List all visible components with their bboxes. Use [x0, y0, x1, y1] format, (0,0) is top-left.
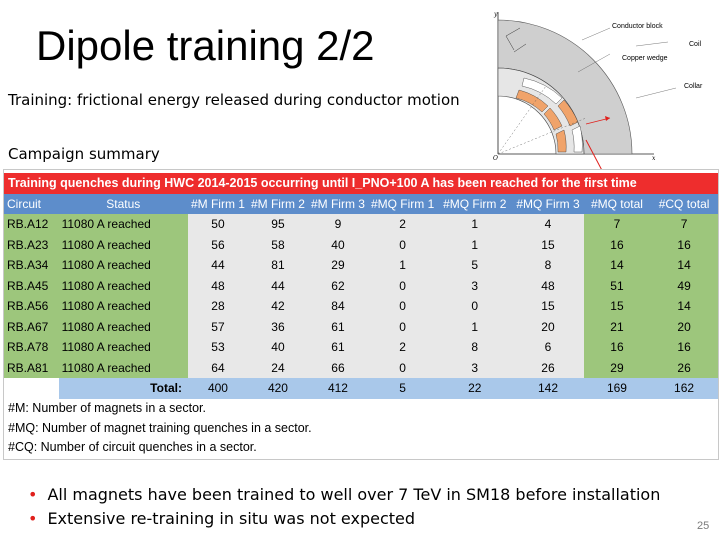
cell-value: 0	[368, 296, 437, 317]
cell-value: 48	[512, 276, 584, 297]
total-value: 162	[650, 378, 718, 399]
bullet-text: Extensive re-training in situ was not expected	[47, 509, 416, 528]
cell-value: 40	[308, 235, 368, 256]
cell-value: 1	[437, 235, 512, 256]
cell-value: 20	[512, 317, 584, 338]
bullet-dot-icon: •	[28, 485, 38, 504]
table-row	[4, 255, 718, 276]
cell-value: 51	[584, 276, 650, 297]
cell-circuit: RB.A12	[4, 214, 59, 235]
total-value: 400	[188, 378, 248, 399]
cell-value: 1	[437, 317, 512, 338]
col-header: #MQ Firm 3	[512, 194, 584, 215]
cell-value: 15	[584, 296, 650, 317]
cell-value: 26	[512, 358, 584, 379]
cell-value: 16	[584, 337, 650, 358]
table-row	[4, 358, 718, 379]
cell-value: 64	[188, 358, 248, 379]
cell-value: 0	[368, 317, 437, 338]
cell-value: 84	[308, 296, 368, 317]
col-header: Circuit	[4, 194, 59, 215]
cell-value: 0	[368, 358, 437, 379]
axis-x-label: x	[652, 155, 656, 162]
footnote: #M: Number of magnets in a sector.	[8, 401, 207, 416]
total-value: 420	[248, 378, 308, 399]
col-header: Status	[59, 194, 188, 215]
cell-value: 8	[512, 255, 584, 276]
cell-status: 11080 A reached	[59, 317, 188, 338]
origin-label: O	[493, 155, 498, 162]
bullet-list	[28, 483, 660, 531]
cell-value: 6	[512, 337, 584, 358]
cell-value: 3	[437, 276, 512, 297]
cell-value: 7	[584, 214, 650, 235]
cell-status: 11080 A reached	[59, 255, 188, 276]
cell-circuit: RB.A81	[4, 358, 59, 379]
total-value: 5	[368, 378, 437, 399]
footnote-row	[4, 399, 718, 419]
cell-value: 16	[650, 337, 718, 358]
cell-value: 7	[650, 214, 718, 235]
cell-value: 57	[188, 317, 248, 338]
cell-value: 0	[368, 276, 437, 297]
bullet-dot-icon: •	[28, 509, 38, 528]
cell-value: 9	[308, 214, 368, 235]
cell-value: 21	[584, 317, 650, 338]
training-quench-table	[4, 173, 718, 457]
col-header: #MQ total	[584, 194, 650, 215]
table-row	[4, 337, 718, 358]
page-number: 25	[697, 520, 710, 532]
cell-circuit: RB.A67	[4, 317, 59, 338]
cell-value: 81	[248, 255, 308, 276]
cell-circuit: RB.A45	[4, 276, 59, 297]
cell-value: 49	[650, 276, 718, 297]
cell-status: 11080 A reached	[59, 235, 188, 256]
cell-status: 11080 A reached	[59, 276, 188, 297]
label-collar: Collar	[684, 83, 703, 90]
cell-value: 58	[248, 235, 308, 256]
total-row	[4, 378, 718, 399]
cell-value: 24	[248, 358, 308, 379]
cell-value: 28	[188, 296, 248, 317]
label-copper-wedge: Copper wedge	[622, 55, 668, 62]
col-header: #MQ Firm 2	[437, 194, 512, 215]
cell-value: 48	[188, 276, 248, 297]
total-value: 169	[584, 378, 650, 399]
cell-value: 29	[584, 358, 650, 379]
axis-y-label: y	[494, 11, 498, 18]
cell-circuit: RB.A23	[4, 235, 59, 256]
cell-circuit: RB.A34	[4, 255, 59, 276]
cell-value: 14	[650, 296, 718, 317]
table-row	[4, 317, 718, 338]
table-row	[4, 276, 718, 297]
table-row	[4, 296, 718, 317]
bullet-item	[28, 507, 660, 531]
total-value: 412	[308, 378, 368, 399]
cell-value: 4	[512, 214, 584, 235]
cell-circuit: RB.A78	[4, 337, 59, 358]
col-header: #CQ total	[650, 194, 718, 215]
total-value: 22	[437, 378, 512, 399]
total-label: Total:	[59, 378, 188, 399]
cell-value: 1	[368, 255, 437, 276]
cell-value: 1	[437, 214, 512, 235]
col-header: #M Firm 3	[308, 194, 368, 215]
bullet-item	[28, 483, 660, 507]
cell-value: 15	[512, 235, 584, 256]
footnote: #CQ: Number of circuit quenches in a sector.	[8, 440, 257, 455]
col-header: #MQ Firm 1	[368, 194, 437, 215]
campaign-summary-label: Campaign summary	[8, 145, 160, 163]
table-row	[4, 214, 718, 235]
slide-title: Dipole training 2/2	[36, 22, 375, 69]
label-conductor-block: Conductor block	[612, 23, 663, 30]
cell-value: 16	[650, 235, 718, 256]
cell-value: 62	[308, 276, 368, 297]
cell-value: 42	[248, 296, 308, 317]
cell-value: 56	[188, 235, 248, 256]
cell-value: 26	[650, 358, 718, 379]
cell-value: 95	[248, 214, 308, 235]
slide-subtitle: Training: frictional energy released during conductor motion	[8, 91, 460, 109]
cell-value: 0	[437, 296, 512, 317]
cell-value: 15	[512, 296, 584, 317]
cell-value: 2	[368, 214, 437, 235]
footnote-row	[4, 438, 718, 458]
total-value: 142	[512, 378, 584, 399]
cell-value: 61	[308, 317, 368, 338]
cell-value: 16	[584, 235, 650, 256]
col-header: #M Firm 2	[248, 194, 308, 215]
cell-value: 66	[308, 358, 368, 379]
footnote: #MQ: Number of magnet training quenches in a sector.	[8, 420, 312, 435]
cell-status: 11080 A reached	[59, 296, 188, 317]
table-title-row	[4, 173, 718, 194]
cell-status: 11080 A reached	[59, 358, 188, 379]
cell-value: 2	[368, 337, 437, 358]
cell-value: 36	[248, 317, 308, 338]
cell-value: 14	[650, 255, 718, 276]
cell-value: 14	[584, 255, 650, 276]
cell-value: 44	[248, 276, 308, 297]
cell-circuit: RB.A56	[4, 296, 59, 317]
cell-value: 44	[188, 255, 248, 276]
table-header-row	[4, 194, 718, 215]
cell-value: 5	[437, 255, 512, 276]
cell-value: 61	[308, 337, 368, 358]
cell-value: 20	[650, 317, 718, 338]
cell-value: 40	[248, 337, 308, 358]
cell-value: 8	[437, 337, 512, 358]
footnote-row	[4, 418, 718, 438]
bullet-text: All magnets have been trained to well over 7 TeV in SM18 before installation	[47, 485, 661, 504]
table-panel	[3, 169, 719, 460]
cell-value: 0	[368, 235, 437, 256]
table-row	[4, 235, 718, 256]
col-header: #M Firm 1	[188, 194, 248, 215]
cell-value: 29	[308, 255, 368, 276]
label-coil: Coil	[689, 41, 702, 48]
cell-status: 11080 A reached	[59, 337, 188, 358]
cell-value: 53	[188, 337, 248, 358]
table-title: Training quenches during HWC 2014-2015 occurring until I_PNO+100 A has been reached for the first time	[4, 173, 718, 194]
cell-value: 50	[188, 214, 248, 235]
cell-value: 3	[437, 358, 512, 379]
cell-status: 11080 A reached	[59, 214, 188, 235]
